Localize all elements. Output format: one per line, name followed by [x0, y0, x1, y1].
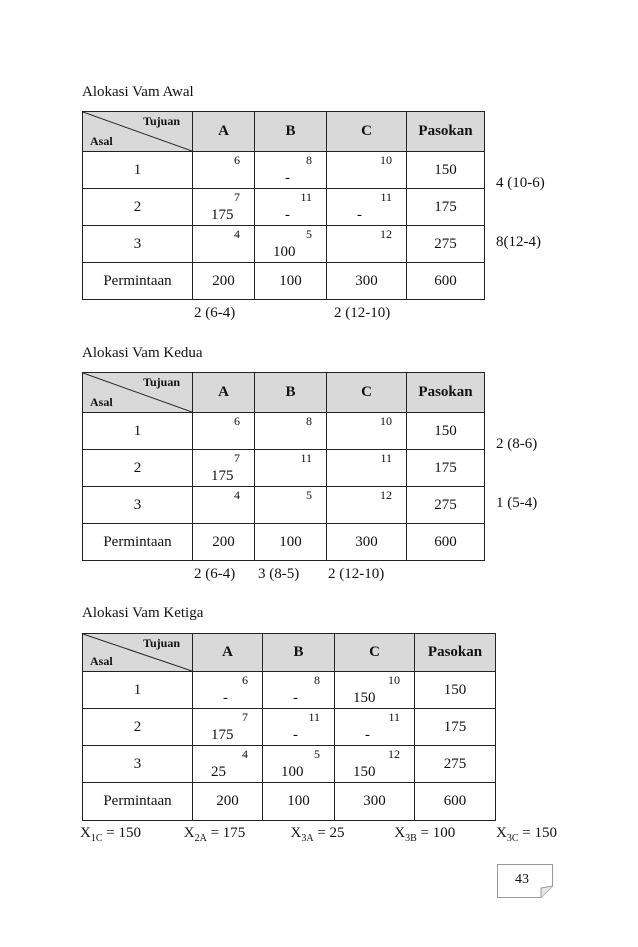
- alloc-value: -: [285, 170, 290, 186]
- header-a: A: [193, 112, 255, 152]
- row-penalty: 4 (10-6): [496, 175, 545, 191]
- footer-row: [83, 783, 496, 821]
- col-penalty: 2 (6-4): [194, 305, 236, 321]
- corner-tujuan: Tujuan: [143, 375, 180, 389]
- corner-tujuan: Tujuan: [143, 114, 180, 128]
- corner-cell: [83, 373, 193, 413]
- col-penalty: 2 (12-10): [328, 566, 385, 582]
- demand-total: 600: [415, 783, 496, 821]
- alloc-value: 150: [353, 764, 376, 780]
- cost-value: 4: [234, 227, 240, 241]
- header-pasokan: Pasokan: [407, 373, 485, 413]
- cost-value: 11: [300, 451, 312, 465]
- cost-value: 5: [306, 227, 312, 241]
- row-penalty: 2 (8-6): [496, 436, 538, 452]
- demand-value: 200: [193, 783, 263, 821]
- table2-title: Alokasi Vam Kedua: [82, 345, 203, 361]
- table-row: [83, 189, 485, 226]
- cost-value: 7: [234, 451, 240, 465]
- row-label: 3: [83, 487, 193, 524]
- alloc-value: 100: [281, 764, 304, 780]
- col-penalty: 2 (12-10): [334, 305, 391, 321]
- row-label: 2: [83, 709, 193, 746]
- demand-value: 100: [255, 524, 327, 561]
- col-penalty: 2 (6-4): [194, 566, 236, 582]
- row-label: 3: [83, 746, 193, 783]
- alloc-value: -: [365, 727, 370, 743]
- supply-value: 275: [415, 746, 496, 783]
- cost-value: 7: [234, 190, 240, 204]
- row-label: 3: [83, 226, 193, 263]
- cost-value: 8: [306, 153, 312, 167]
- supply-value: 275: [407, 487, 485, 524]
- header-c: C: [327, 373, 407, 413]
- table-row: [83, 413, 485, 450]
- supply-value: 150: [407, 413, 485, 450]
- demand-value: 300: [327, 263, 407, 300]
- table-row: [83, 226, 485, 263]
- footer-label: Permintaan: [83, 263, 193, 300]
- header-c: C: [327, 112, 407, 152]
- result-item: $X_{3A} = 25$: [290, 825, 345, 844]
- corner-asal: Asal: [90, 134, 113, 148]
- header-a: A: [193, 373, 255, 413]
- table-row: [83, 709, 496, 746]
- cost-value: 11: [308, 710, 320, 724]
- vam-table-awal: [82, 111, 485, 300]
- demand-total: 600: [407, 263, 485, 300]
- corner-asal: Asal: [90, 654, 113, 668]
- supply-value: 175: [407, 189, 485, 226]
- supply-value: 150: [407, 152, 485, 189]
- demand-value: 200: [193, 263, 255, 300]
- row-label: 2: [83, 450, 193, 487]
- cost-value: 10: [388, 673, 400, 687]
- cost-value: 4: [234, 488, 240, 502]
- cost-value: 11: [388, 710, 400, 724]
- cost-value: 11: [380, 190, 392, 204]
- row-label: 2: [83, 189, 193, 226]
- alloc-value: -: [357, 207, 362, 223]
- header-c: C: [335, 634, 415, 672]
- cost-value: 8: [306, 414, 312, 428]
- demand-value: 200: [193, 524, 255, 561]
- alloc-value: -: [223, 690, 228, 706]
- page-number: 43: [515, 872, 529, 887]
- alloc-value: 175: [211, 468, 234, 484]
- demand-value: 100: [263, 783, 335, 821]
- cost-value: 12: [388, 747, 400, 761]
- table-row: [83, 450, 485, 487]
- footer-row: [83, 263, 485, 300]
- alloc-value: -: [293, 727, 298, 743]
- row-label: 1: [83, 672, 193, 709]
- cost-value: 4: [242, 747, 248, 761]
- page-number-box: [497, 864, 553, 898]
- alloc-value: 175: [211, 207, 234, 223]
- result-line: [80, 825, 557, 844]
- demand-value: 100: [255, 263, 327, 300]
- supply-value: 150: [415, 672, 496, 709]
- cost-value: 8: [314, 673, 320, 687]
- cost-value: 6: [242, 673, 248, 687]
- vam-table-ketiga: [82, 633, 496, 821]
- result-item: $X_{3B} = 100$: [394, 825, 456, 844]
- row-label: 1: [83, 152, 193, 189]
- footer-label: Permintaan: [83, 783, 193, 821]
- table-row: [83, 672, 496, 709]
- cost-value: 6: [234, 414, 240, 428]
- header-b: B: [263, 634, 335, 672]
- result-item: $X_{1C} = 150$: [80, 825, 141, 844]
- supply-value: 175: [415, 709, 496, 746]
- header-pasokan: Pasokan: [415, 634, 496, 672]
- vam-table-kedua: [82, 372, 485, 561]
- result-item: $X_{2A} = 175$: [183, 825, 246, 844]
- supply-value: 275: [407, 226, 485, 263]
- row-label: 1: [83, 413, 193, 450]
- supply-value: 175: [407, 450, 485, 487]
- header-b: B: [255, 373, 327, 413]
- corner-tujuan: Tujuan: [143, 636, 180, 650]
- cost-value: 11: [300, 190, 312, 204]
- table3-title: Alokasi Vam Ketiga: [82, 605, 204, 621]
- cost-value: 7: [242, 710, 248, 724]
- cost-value: 11: [380, 451, 392, 465]
- demand-value: 300: [335, 783, 415, 821]
- corner-asal: Asal: [90, 395, 113, 409]
- header-a: A: [193, 634, 263, 672]
- demand-value: 300: [327, 524, 407, 561]
- row-penalty: 8(12-4): [496, 234, 541, 250]
- alloc-value: 100: [273, 244, 296, 260]
- demand-total: 600: [407, 524, 485, 561]
- cost-value: 5: [306, 488, 312, 502]
- header-b: B: [255, 112, 327, 152]
- result-item: $X_{3C} = 150$: [496, 825, 557, 844]
- corner-cell: [83, 634, 193, 672]
- table-row: [83, 487, 485, 524]
- alloc-value: 25: [211, 764, 226, 780]
- header-pasokan: Pasokan: [407, 112, 485, 152]
- corner-cell: [83, 112, 193, 152]
- alloc-value: -: [293, 690, 298, 706]
- cost-value: 10: [380, 153, 392, 167]
- cost-value: 10: [380, 414, 392, 428]
- row-penalty: 1 (5-4): [496, 495, 538, 511]
- col-penalty: 3 (8-5): [258, 566, 300, 582]
- table1-title: Alokasi Vam Awal: [82, 84, 194, 100]
- alloc-value: 175: [211, 727, 234, 743]
- alloc-value: 150: [353, 690, 376, 706]
- cost-value: 12: [380, 488, 392, 502]
- footer-label: Permintaan: [83, 524, 193, 561]
- cost-value: 6: [234, 153, 240, 167]
- cost-value: 5: [314, 747, 320, 761]
- cost-value: 12: [380, 227, 392, 241]
- alloc-value: -: [285, 207, 290, 223]
- table-row: [83, 746, 496, 783]
- footer-row: [83, 524, 485, 561]
- table-row: [83, 152, 485, 189]
